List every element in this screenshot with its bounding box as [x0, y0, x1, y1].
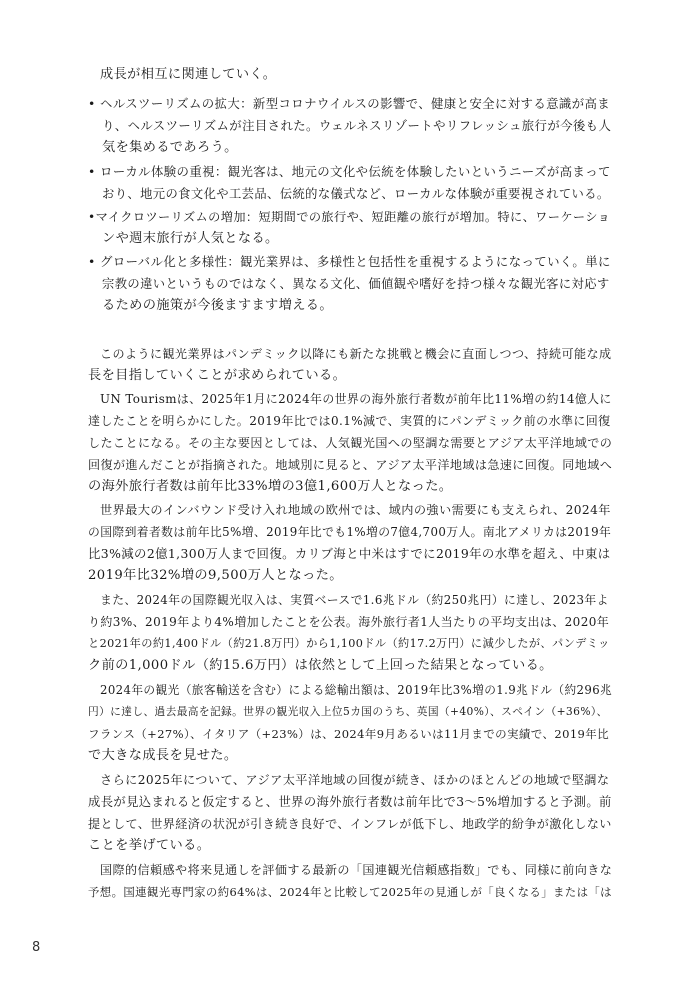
- bullet-line: • グローバル化と多様性：観光業界は、多様性と包括性を重視するようになっていく。単に: [88, 254, 611, 269]
- bullet-line: • ヘルスツーリズムの拡大：新型コロナウイルスの影響で、健康と安全に対する意識が高ま: [88, 96, 611, 111]
- text-line: の海外旅行者数は前年比33%増の3億1,600万人となった。: [88, 479, 453, 494]
- text-line: 回復が進んだことが指摘された。地域別に見ると、アジア太平洋地域は急速に回復。同地域へ: [88, 458, 613, 472]
- text-line: 2024年の観光（旅客輸送を含む）による総輸出額は、2019年比3%増の1.9兆ドル（約296兆: [100, 683, 613, 697]
- text-line: 提として、世界経済の状況が引き続き良好で、インフレが低下し、地政学的紛争が激化しない: [88, 817, 612, 831]
- text-line: 予想。国連観光専門家の約64%は、2024年と比較して2025年の見通しが「良くなる」または「は: [88, 885, 612, 899]
- text-line: 比3%減の2億1,300万人まで回復。カリブ海と中米はすでに2019年の水準を超え、中東は: [88, 546, 611, 561]
- text-line: り約3%、2019年より4%増加したことを公表。海外旅行者1人当たりの平均支出は、2020年: [88, 615, 610, 629]
- text-line: 2019年比32%増の9,500万人となった。: [88, 568, 343, 583]
- text-line: また、2024年の国際観光収入は、実質ベースで1.6兆ドル（約250兆円）に達し、2023年よ: [100, 593, 609, 607]
- text-line: の国際到着者数は前年比5%増、2019年比でも1%増の7億4,700万人。南北アメリカは2019年: [88, 525, 612, 539]
- text-line: したことになる。その主な要因としては、人気観光国への堅調な需要とアジア太平洋地域での: [88, 436, 613, 450]
- text-line: り、ヘルスツーリズムが注目された。ウェルネスリゾートやリフレッシュ旅行が今後も人: [102, 118, 612, 133]
- text-line: 宗教の違いというものではなく、異なる文化、価値観や嗜好を持つ様々な観光客に対応す: [102, 277, 610, 291]
- text-line: フランス（+27%）、イタリア（+23%）は、2024年9月あるいは11月までの実績で、2019年比: [88, 727, 610, 741]
- text-line: 国際的信頼感や将来見通しを評価する最新の「国連観光信頼感指数」でも、同様に前向きな: [100, 863, 613, 877]
- text-line: このように観光業界はパンデミック以降にも新たな挑戦と機会に直面しつつ、持続可能な成: [100, 347, 612, 361]
- text-line: で大きな成長を見せた。: [88, 748, 238, 763]
- text-line: 円）に達し、過去最高を記録。世界の観光収入上位5カ国のうち、英国（+40%）、スペイン（+36%）、: [88, 705, 608, 718]
- text-line: 気を集めるであろう。: [102, 140, 238, 155]
- text-line: ことを挙げている。: [88, 838, 211, 853]
- text-line: 成長が見込まれると仮定すると、世界の海外旅行者数は前年比で3～5%増加すると予測。前: [88, 795, 612, 809]
- text-line: と2021年の約1,400ドル（約21.8万円）から1,100ドル（約17.2万円）に減少したが、パンデミッ: [88, 637, 610, 650]
- text-line: 世界最大のインバウンド受け入れ地域の欧州では、域内の強い需要にも支えられ、2024年: [100, 503, 611, 517]
- text-line: るための施策が今後ますます増える。: [102, 298, 333, 313]
- bullet-line: •マイクロツーリズムの増加：短期間での旅行や、短距離の旅行が増加。特に、ワーケーショ: [88, 210, 611, 224]
- text-line: 長を目指していくことが求められている。: [88, 368, 347, 383]
- text-line: ンや週末旅行が人気となる。: [102, 231, 279, 246]
- text-line: 達したことを明らかにした。2019年比では0.1%減で、実質的にパンデミック前の水準に回復: [88, 414, 611, 428]
- text-line: さらに2025年について、アジア太平洋地域の回復が続き、ほかのほとんどの地域で堅調な: [100, 773, 610, 787]
- text-line: ク前の1,000ドル（約15.6万円）は依然として上回った結果となっている。: [88, 658, 553, 673]
- page-number: 8: [32, 940, 41, 955]
- bullet-line: • ローカル体験の重視：観光客は、地元の文化や伝統を体験したいというニーズが高まって: [88, 164, 611, 179]
- text-line: UN Tourismは、2025年1月に2024年の世界の海外旅行者数が前年比11%増の約14億人に: [100, 392, 612, 406]
- text-line: おり、地元の食文化や工芸品、伝統的な儀式など、ローカルな体験が重要視されている。: [102, 187, 610, 201]
- text-line: 成長が相互に関連していく。: [100, 67, 277, 82]
